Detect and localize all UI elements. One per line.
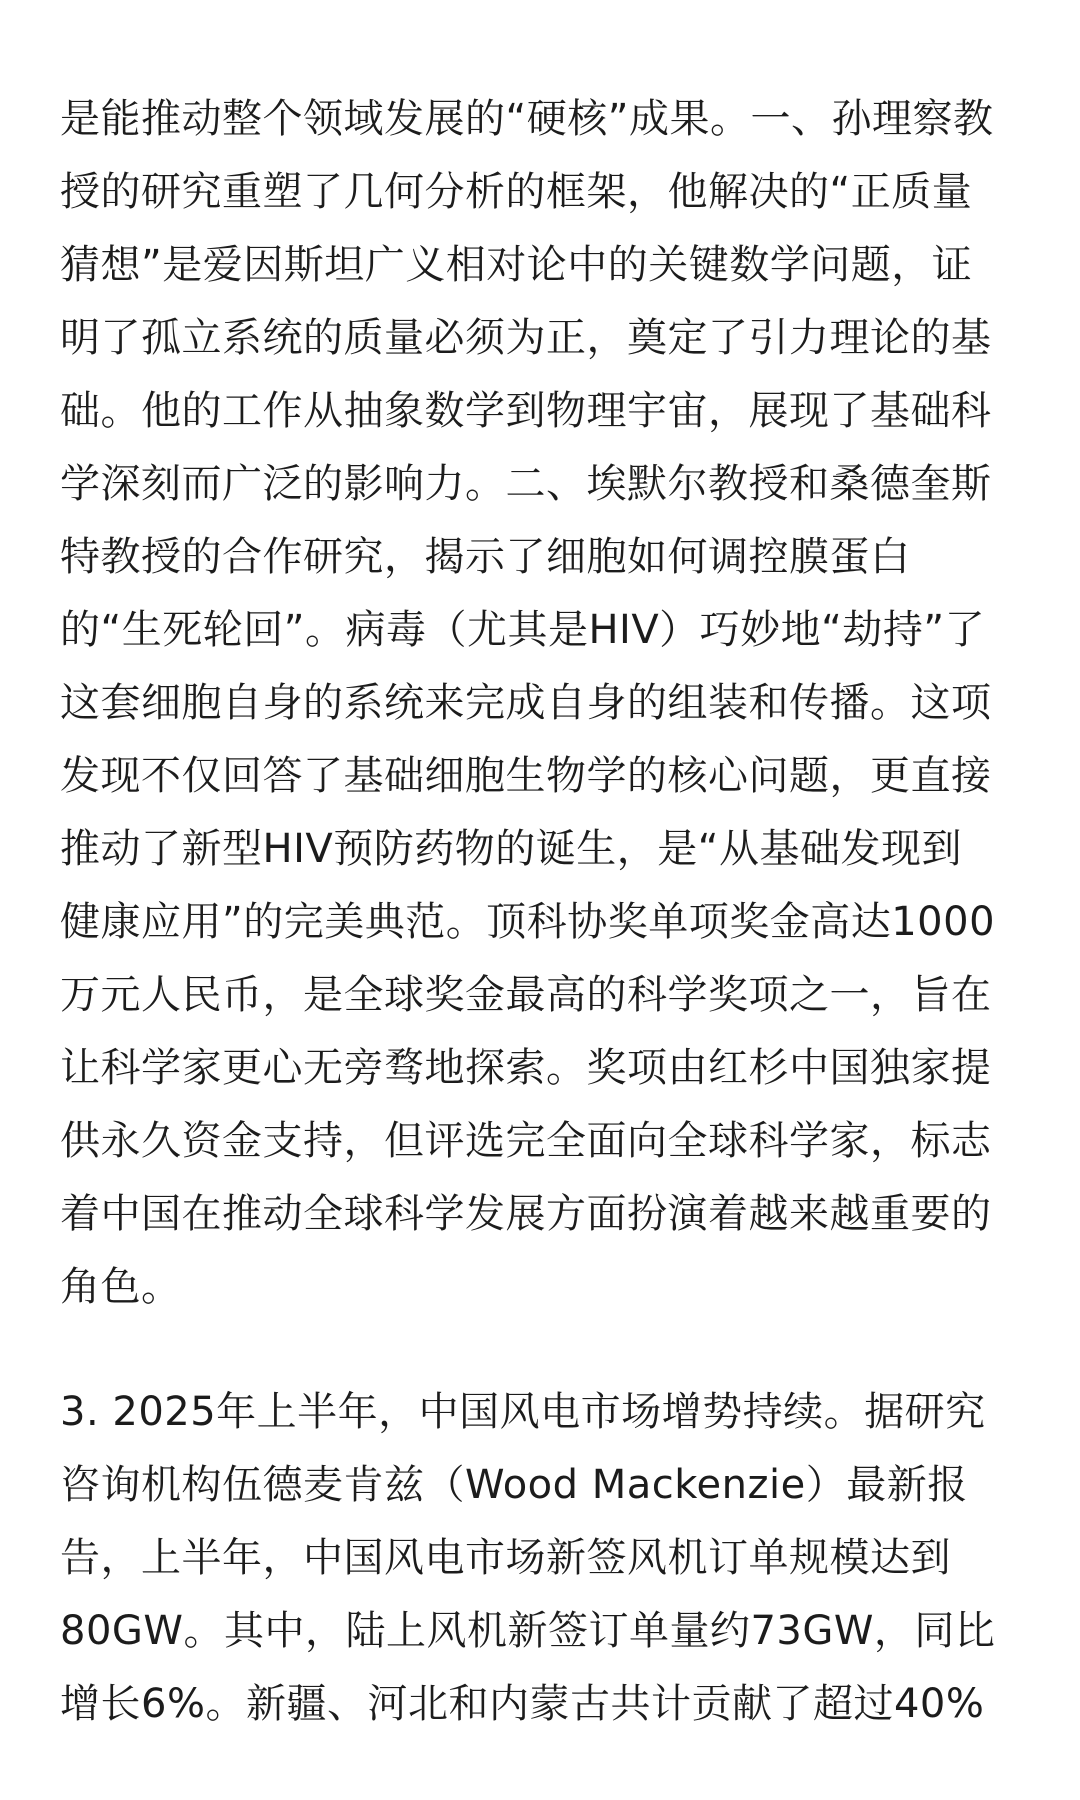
text-line: 推动了新型HIV预防药物的诞生，是“从基础发现到 — [60, 826, 962, 872]
paragraph-spacer — [60, 1324, 1020, 1376]
text-line: 是能推动整个领域发展的“硬核”成果。一、孙理察教 — [60, 96, 994, 142]
paragraph-2 — [60, 1376, 1020, 1741]
text-line: 学深刻而广泛的影响力。二、埃默尔教授和桑德奎斯 — [60, 461, 992, 507]
text-line: 着中国在推动全球科学发展方面扮演着越来越重要的 — [60, 1191, 992, 1237]
paragraph-1 — [60, 83, 1020, 1324]
text-line: 告，上半年，中国风电市场新签风机订单规模达到 — [60, 1535, 951, 1581]
text-line: 万元人民币，是全球奖金最高的科学奖项之一，旨在 — [60, 972, 992, 1018]
text-line: 的“生死轮回”。病毒（尤其是HIV）巧妙地“劫持”了 — [60, 607, 986, 653]
text-line: 这套细胞自身的系统来完成自身的组装和传播。这项 — [60, 680, 992, 726]
text-line: 础。他的工作从抽象数学到物理宇宙，展现了基础科 — [60, 388, 992, 434]
text-line: 增长6%。新疆、河北和内蒙古共计贡献了超过40% — [60, 1681, 985, 1727]
text-line: 角色。 — [60, 1264, 182, 1310]
text-line: 健康应用”的完美典范。顶科协奖单项奖金高达1000 — [60, 899, 996, 945]
text-line: 明了孤立系统的质量必须为正，奠定了引力理论的基 — [60, 315, 992, 361]
text-line: 3. 2025年上半年，中国风电市场增势持续。据研究 — [60, 1389, 986, 1435]
text-line: 让科学家更心无旁骛地探索。奖项由红杉中国独家提 — [60, 1045, 992, 1091]
text-line: 发现不仅回答了基础细胞生物学的核心问题，更直接 — [60, 753, 992, 799]
text-line: 猜想”是爱因斯坦广义相对论中的关键数学问题，证 — [60, 242, 973, 288]
text-line: 咨询机构伍德麦肯兹（Wood Mackenzie）最新报 — [60, 1462, 968, 1508]
text-line: 特教授的合作研究，揭示了细胞如何调控膜蛋白 — [60, 534, 911, 580]
article-body — [60, 83, 1020, 1741]
text-line: 80GW。其中，陆上风机新签订单量约73GW，同比 — [60, 1608, 996, 1654]
text-line: 授的研究重塑了几何分析的框架，他解决的“正质量 — [60, 169, 973, 215]
text-line: 供永久资金支持，但评选完全面向全球科学家，标志 — [60, 1118, 992, 1164]
